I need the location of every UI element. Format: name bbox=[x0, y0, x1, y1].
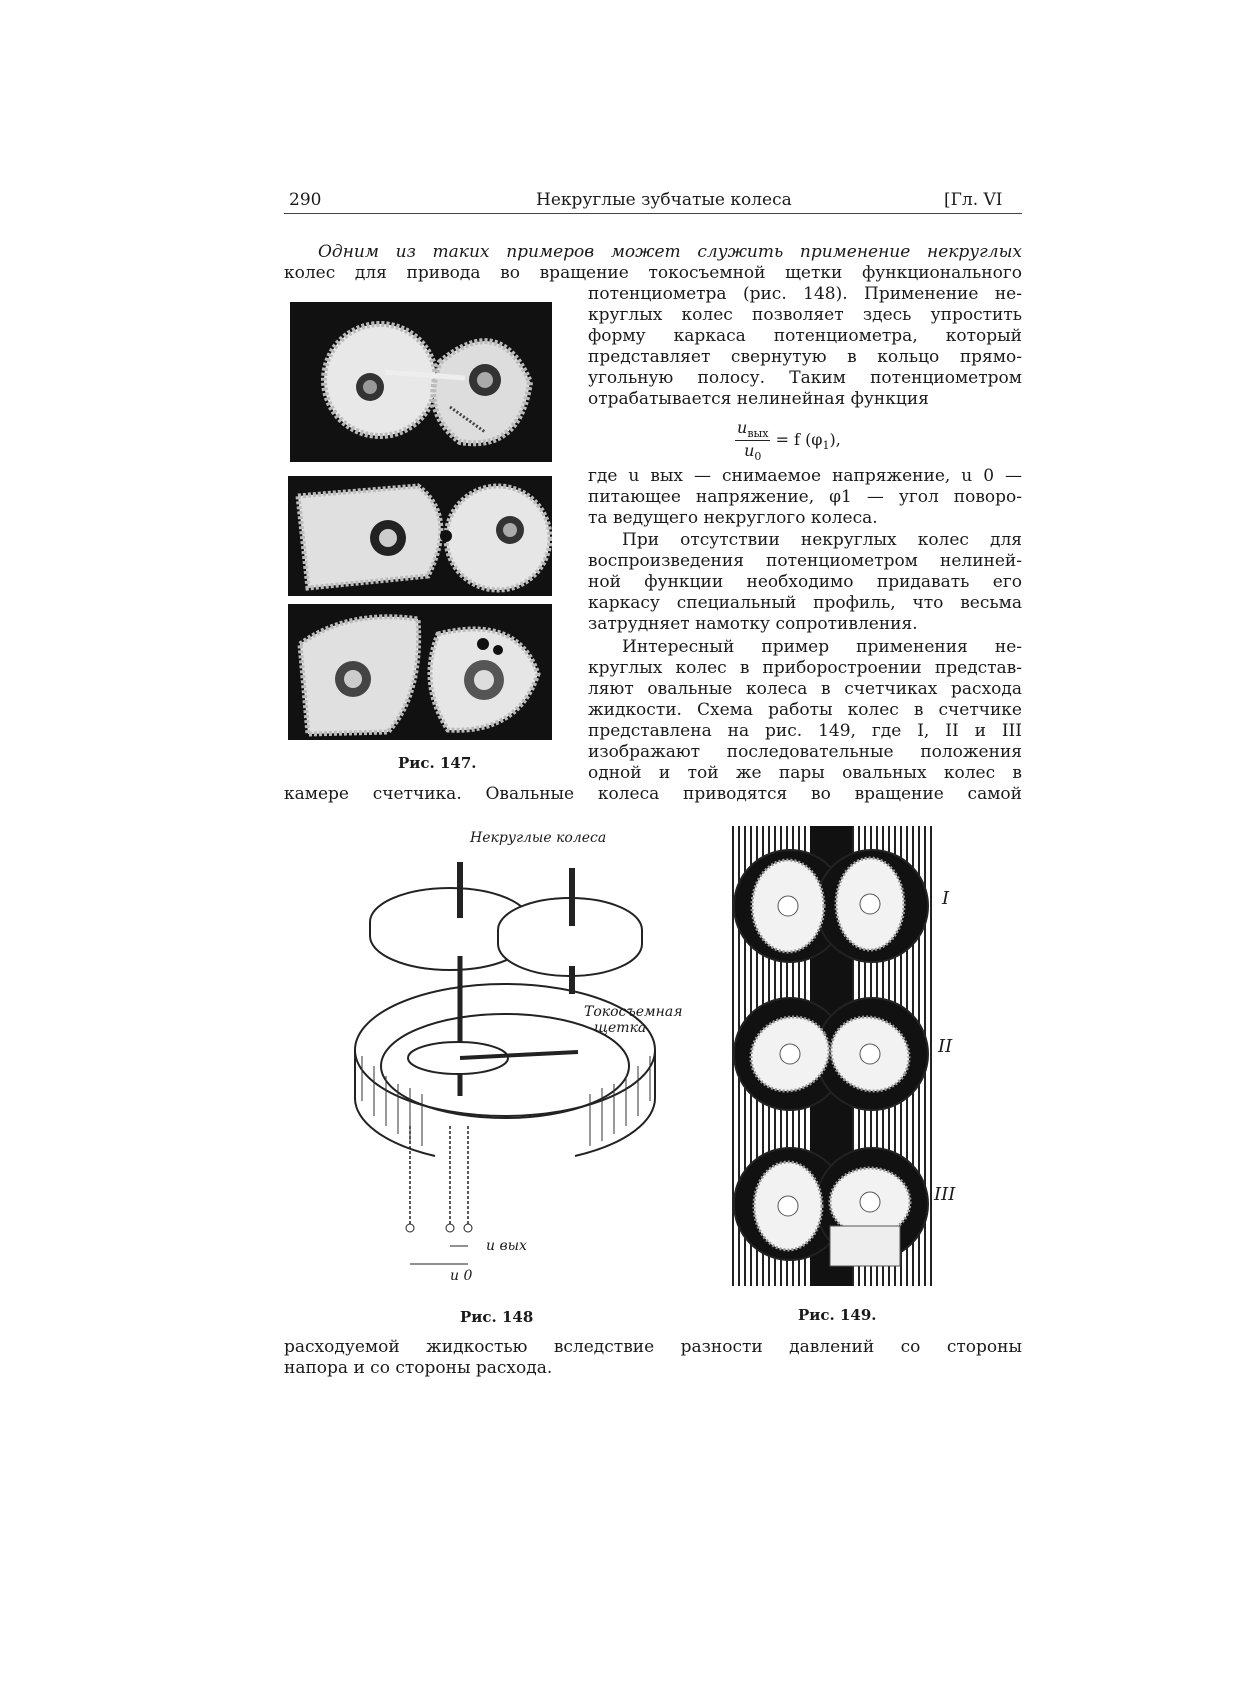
fig148-label-brush1: Токосъемная bbox=[584, 1004, 683, 1020]
fig147-photo-top bbox=[290, 302, 552, 462]
para1-line1: Одним из таких примеров может служить применение некруглых bbox=[318, 242, 1022, 262]
para4-line1: Интересный пример применения не- bbox=[622, 637, 1022, 657]
fig147-photo-bottom bbox=[288, 604, 552, 740]
para5-line2: напора и со стороны расхода. bbox=[284, 1358, 553, 1378]
header-rule bbox=[284, 213, 1022, 214]
fig148-label-u0: u 0 bbox=[450, 1268, 473, 1284]
para1-line7: угольную полосу. Таким потенциометром bbox=[588, 368, 1022, 388]
fig147-photo-middle bbox=[288, 476, 552, 596]
fig149-caption: Рис. 149. bbox=[798, 1306, 877, 1324]
para5-line1: расходуемой жидкостью вследствие разности давлений со стороны bbox=[284, 1337, 1022, 1357]
para4-line7: одной и той же пары овальных колес в bbox=[588, 763, 1022, 783]
para2-line2: питающее напряжение, φ1 — угол поворо- bbox=[588, 487, 1022, 507]
para2-line1: где u вых — снимаемое напряжение, u 0 — bbox=[588, 466, 1022, 486]
fig149-label-I: I bbox=[942, 888, 950, 909]
para3-line2: воспроизведения потенциометром нелиней- bbox=[588, 551, 1022, 571]
chapter-label: [Гл. VI bbox=[944, 190, 1003, 210]
para1-line4: круглых колес позволяет здесь упростить bbox=[588, 305, 1022, 325]
para1-line3: потенциометра (рис. 148). Применение не- bbox=[588, 284, 1022, 304]
formula: $u_{вых}$ $u_0$ = f $(\varphi_1)$, bbox=[737, 418, 841, 464]
para4-line4: жидкости. Схема работы колес в счетчике bbox=[588, 700, 1022, 720]
fig148-drawing bbox=[340, 826, 683, 1286]
para4-line8: камере счетчика. Овальные колеса приводятся во вращение самой bbox=[284, 784, 1022, 804]
para2-line3: та ведущего некруглого колеса. bbox=[588, 508, 878, 528]
para1-line6: представляет свернутую в кольцо прямо- bbox=[588, 347, 1022, 367]
fig149-label-II: II bbox=[938, 1036, 953, 1057]
running-title: Некруглые зубчатые колеса bbox=[536, 190, 792, 210]
fig149-drawing bbox=[730, 826, 932, 1286]
para4-line2: круглых колес в приборостроении представ- bbox=[588, 658, 1022, 678]
para3-line3: ной функции необходимо придавать его bbox=[588, 572, 1022, 592]
para3-line5: затрудняет намотку сопротивления. bbox=[588, 614, 918, 634]
fig148-label-uvyh: u вых bbox=[486, 1238, 527, 1254]
para1-line8: отрабатывается нелинейная функция bbox=[588, 389, 929, 409]
fig149-label-III: III bbox=[934, 1184, 956, 1205]
fig148-caption: Рис. 148 bbox=[460, 1308, 534, 1326]
page-number: 290 bbox=[289, 190, 322, 210]
para4-line5: представлена на рис. 149, где I, II и III bbox=[588, 721, 1022, 741]
para3-line1: При отсутствии некруглых колес для bbox=[622, 530, 1022, 550]
fig148-label-wheels: Некруглые колеса bbox=[470, 830, 607, 846]
para1-line2: колес для привода во вращение токосъемной щетки функционального bbox=[284, 263, 1022, 283]
para1-line5: форму каркаса потенциометра, который bbox=[588, 326, 1022, 346]
fig147-caption: Рис. 147. bbox=[398, 754, 477, 772]
para4-line3: ляют овальные колеса в счетчиках расхода bbox=[588, 679, 1022, 699]
fig148-label-brush2: щетка bbox=[594, 1020, 647, 1036]
para3-line4: каркасу специальный профиль, что весьма bbox=[588, 593, 1022, 613]
para4-line6: изображают последовательные положения bbox=[588, 742, 1022, 762]
